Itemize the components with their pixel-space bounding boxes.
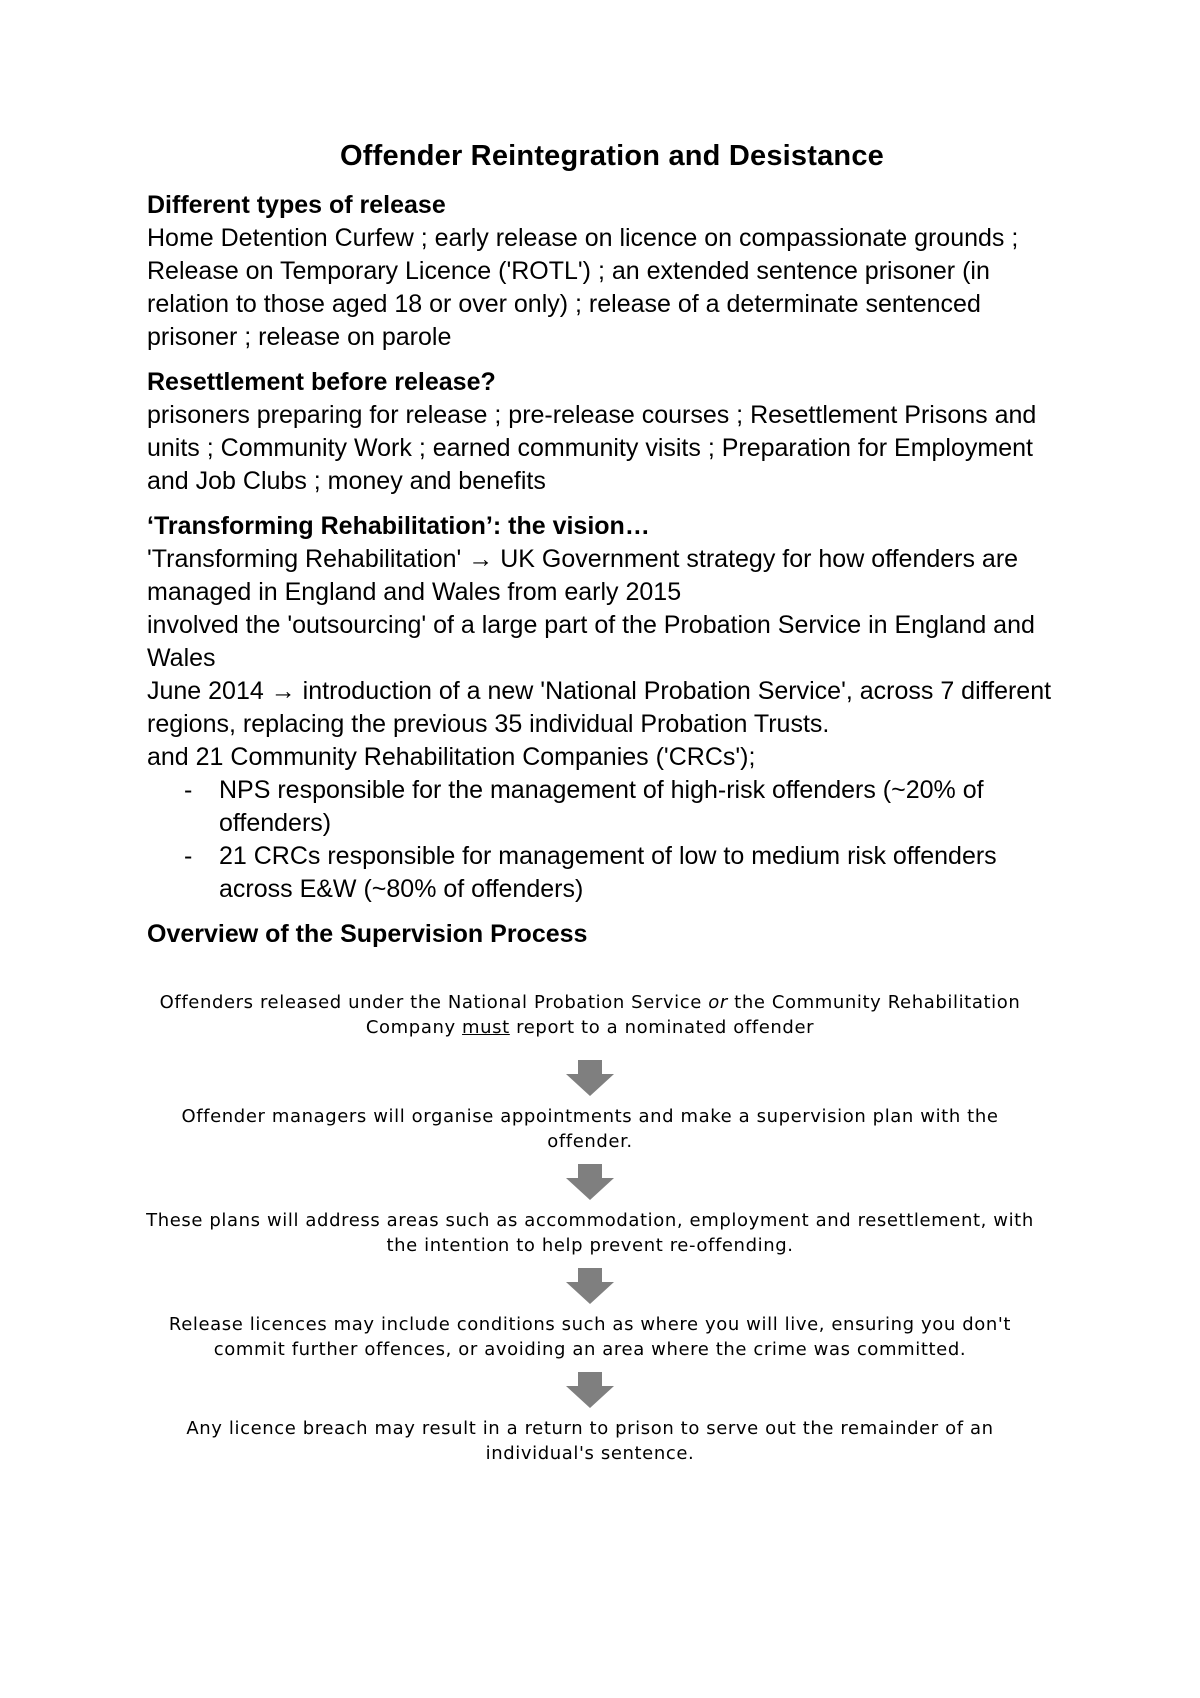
bullet-list — [147, 774, 1077, 906]
flow-step-5: Any licence breach may result in a return to prison to serve out the remainder of an individual's sentence. — [186, 1418, 994, 1464]
down-arrow-shape — [566, 1164, 614, 1200]
down-arrow-icon — [565, 1162, 615, 1202]
list-item — [147, 840, 1077, 906]
section-text: Home Detention Curfew ; early release on licence on compassionate grounds ; Release on Temporary Licence ('ROTL') ; an extended sentence prisoner (in relation to those aged 18 or over only) ; release of a determinate sentenced prisoner ; release on parole — [147, 224, 1019, 351]
section-overview — [147, 918, 1077, 951]
section-heading: Different types of release — [147, 191, 446, 219]
section-paragraph: 'Transforming Rehabilitation' → UK Government strategy for how offenders are managed in England and Wales from early 2015 — [147, 545, 1019, 606]
flow-step-text: Offenders released under the National Probation Service — [159, 992, 709, 1013]
section-paragraph: and 21 Community Rehabilitation Companies ('CRCs'); — [147, 743, 756, 771]
section-resettlement — [147, 366, 1077, 498]
dash-bullet: - — [184, 776, 193, 804]
down-arrow-icon — [565, 1058, 615, 1098]
document-page — [147, 140, 1077, 963]
flow-step-3: These plans will address areas such as accommodation, employment and resettlement, with the intention to help prevent re-offending. — [146, 1210, 1034, 1256]
flow-step-2: Offender managers will organise appointments and make a supervision plan with the offender. — [181, 1106, 999, 1152]
supervision-flowchart — [140, 990, 1040, 1466]
down-arrow-shape — [566, 1372, 614, 1408]
page-title: Offender Reintegration and Desistance — [339, 140, 884, 172]
section-text: prisoners preparing for release ; pre-release courses ; Resettlement Prisons and units ; Community Work ; earned community visits ; Preparation for Employment and Job Clubs ; money and benefits — [147, 401, 1037, 495]
flow-step-underline: must — [462, 1017, 510, 1038]
flow-step-4: Release licences may include conditions such as where you will live, ensuring you don't commit further offences, or avoiding an area where the crime was committed. — [168, 1314, 1012, 1360]
flow-step-1 — [140, 990, 1040, 1040]
section-release-types — [147, 189, 1077, 354]
section-paragraph: involved the 'outsourcing' of a large part of the Probation Service in England and Wales — [147, 611, 1035, 672]
down-arrow-shape — [566, 1268, 614, 1304]
dash-bullet: - — [184, 842, 193, 870]
list-item — [147, 774, 1077, 840]
section-paragraph: June 2014 → introduction of a new 'National Probation Service', across 7 different regions, replacing the previous 35 individual Probation Trusts. — [147, 677, 1052, 738]
list-item-text: 21 CRCs responsible for management of low to medium risk offenders across E&W (~80% of offenders) — [219, 842, 997, 903]
section-transforming-rehabilitation — [147, 510, 1077, 906]
flow-step-text: the Community Rehabilitation Company — [365, 992, 1021, 1038]
down-arrow-shape — [566, 1060, 614, 1096]
section-heading: Resettlement before release? — [147, 368, 496, 396]
flow-step-emphasis: or — [708, 992, 728, 1013]
section-heading: Overview of the Supervision Process — [147, 920, 588, 948]
down-arrow-icon — [565, 1370, 615, 1410]
section-heading: ‘Transforming Rehabilitation’: the vision… — [147, 512, 650, 540]
list-item-text: NPS responsible for the management of high-risk offenders (~20% of offenders) — [219, 776, 984, 837]
flow-step-text: report to a nominated offender — [509, 1017, 815, 1038]
down-arrow-icon — [565, 1266, 615, 1306]
